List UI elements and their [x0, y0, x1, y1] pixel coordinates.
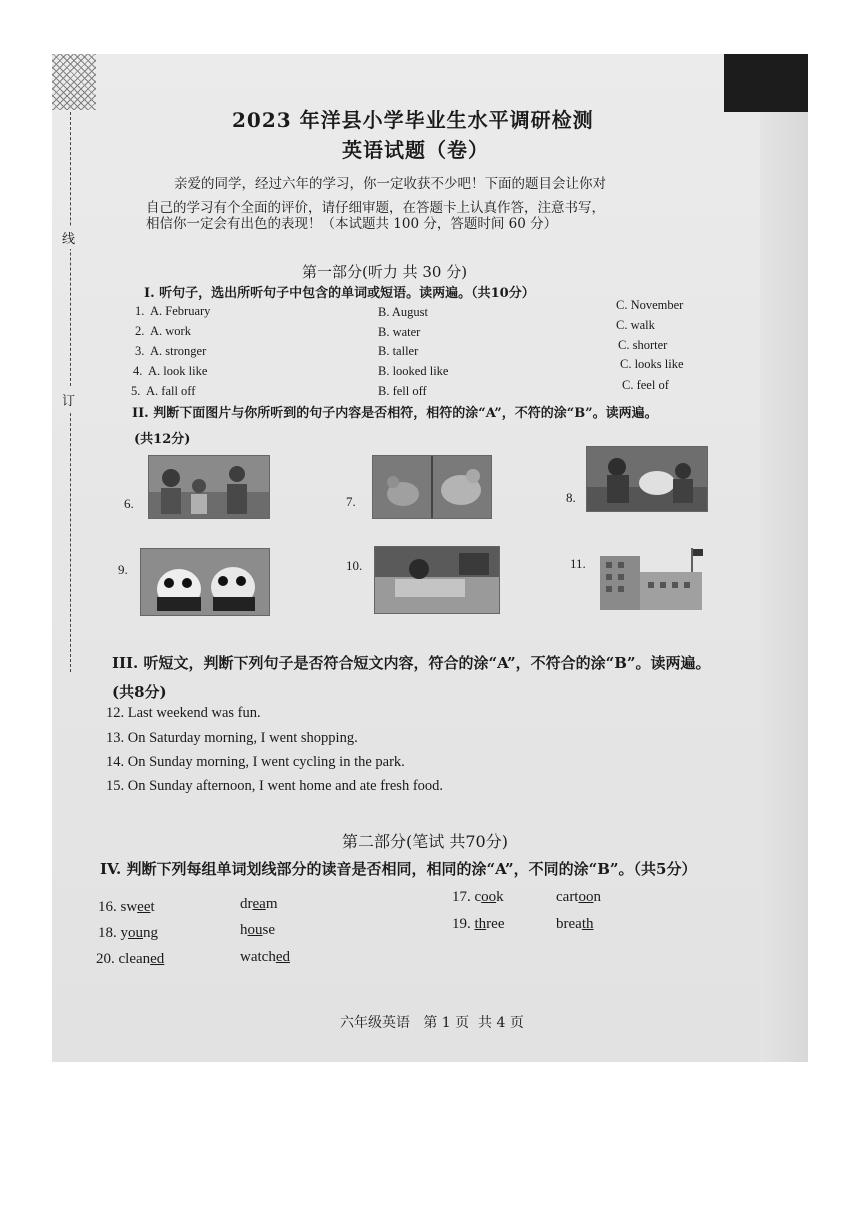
- q1-number: 1.: [135, 304, 145, 318]
- statement-13: 13. On Saturday morning, I went shopping.: [106, 730, 358, 746]
- exam-subtitle: 英语试题（卷）: [342, 138, 489, 162]
- pic10-number: 10.: [346, 558, 363, 573]
- item17-word1: 17. cook: [452, 889, 504, 905]
- q4-option-a: A. look like: [148, 364, 208, 378]
- intro-line-3: 相信你一定会有出色的表现！（本试题共 100 分，答题时间 60 分）: [146, 216, 558, 232]
- section1-instruction: I. 听句子，选出所听句子中包含的单词或短语。读两遍。（共10分）: [144, 286, 535, 301]
- q5-option-c: C. feel of: [622, 378, 669, 392]
- item19-word1: 19. three: [452, 916, 505, 932]
- pic9-number: 9.: [118, 562, 128, 577]
- item16-word1: 16. sweet: [98, 899, 155, 915]
- section2-points: (共12分): [134, 432, 191, 447]
- q2-number: 2.: [135, 324, 145, 338]
- q2-option-c: C. walk: [616, 318, 655, 332]
- people-photo-icon: [586, 446, 708, 512]
- hen-photo-icon: [372, 455, 492, 519]
- q4-option-b: B. looked like: [378, 364, 449, 378]
- family-photo-icon: [148, 455, 270, 519]
- section3-instruction: III. 听短文，判断下列句子是否符合短文内容，符合的涂“A”，不符合的涂“B”。读两遍。: [112, 654, 711, 672]
- section3-points: (共8分): [112, 683, 167, 701]
- school-building-photo-icon: [594, 546, 708, 610]
- q3-number: 3.: [135, 344, 145, 358]
- item20-word1: 20. cleaned: [96, 951, 165, 967]
- statement-12: 12. Last weekend was fun.: [106, 705, 261, 721]
- binding-label-ding: 订: [62, 388, 75, 411]
- sick-in-bed-photo-icon: [374, 546, 500, 614]
- q2-option-a: A. work: [150, 324, 191, 338]
- q3-option-b: B. taller: [378, 344, 419, 358]
- section4-instruction: IV. 判断下列每组单词划线部分的读音是否相同，相同的涂“A”，不同的涂“B”。（共5分）: [100, 860, 697, 878]
- intro-line-1: 亲爱的同学，经过六年的学习，你一定收获不少吧！下面的题目会让你对: [174, 176, 606, 192]
- dark-background-corner: [724, 54, 808, 112]
- q4-option-c: C. looks like: [620, 357, 684, 371]
- section2-instruction: II. 判断下面图片与你所听到的句子内容是否相符，相符的涂“A”，不符的涂“B”。读两遍。: [132, 406, 658, 421]
- part2-heading: 第二部分(笔试 共70分): [342, 832, 508, 851]
- crosshatch-corner: [52, 54, 96, 110]
- q5-option-b: B. fell off: [378, 384, 427, 398]
- q2-option-b: B. water: [378, 325, 421, 339]
- item18-word2: house: [240, 922, 275, 938]
- binding-label-xian: 线: [62, 226, 75, 249]
- statement-15: 15. On Sunday afternoon, I went home and ate fresh food.: [106, 778, 444, 794]
- part1-heading: 第一部分(听力 共 30 分): [302, 263, 468, 281]
- q1-option-c: C. November: [616, 298, 684, 312]
- item16-word2: dream: [240, 896, 278, 912]
- statement-14: 14. On Sunday morning, I went cycling in the park.: [106, 754, 405, 770]
- paper-edge-shadow: [760, 112, 808, 1062]
- q3-option-c: C. shorter: [618, 338, 668, 352]
- pic8-number: 8.: [566, 490, 576, 505]
- pic7-number: 7.: [346, 494, 356, 509]
- intro-line-2: 自己的学习有个全面的评价，请仔细审题，在答题卡上认真作答，注意书写，: [146, 200, 605, 216]
- pic6-number: 6.: [124, 496, 134, 511]
- q4-number: 4.: [133, 364, 143, 378]
- item18-word1: 18. young: [98, 925, 158, 941]
- item20-word2: watched: [240, 949, 290, 965]
- q5-option-a: A. fall off: [146, 384, 196, 398]
- q3-option-a: A. stronger: [150, 344, 207, 358]
- item19-word2: breath: [556, 916, 594, 932]
- pic11-number: 11.: [570, 556, 586, 571]
- item17-word2: cartoon: [556, 889, 601, 905]
- page-footer: 六年级英语 第 1 页 共 4 页: [340, 1015, 524, 1031]
- q1-option-b: B. August: [378, 305, 429, 319]
- q5-number: 5.: [131, 384, 141, 398]
- exam-title: 2023 年洋县小学毕业生水平调研检测: [232, 108, 594, 132]
- pandas-photo-icon: [140, 548, 270, 616]
- q1-option-a: A. February: [150, 304, 211, 318]
